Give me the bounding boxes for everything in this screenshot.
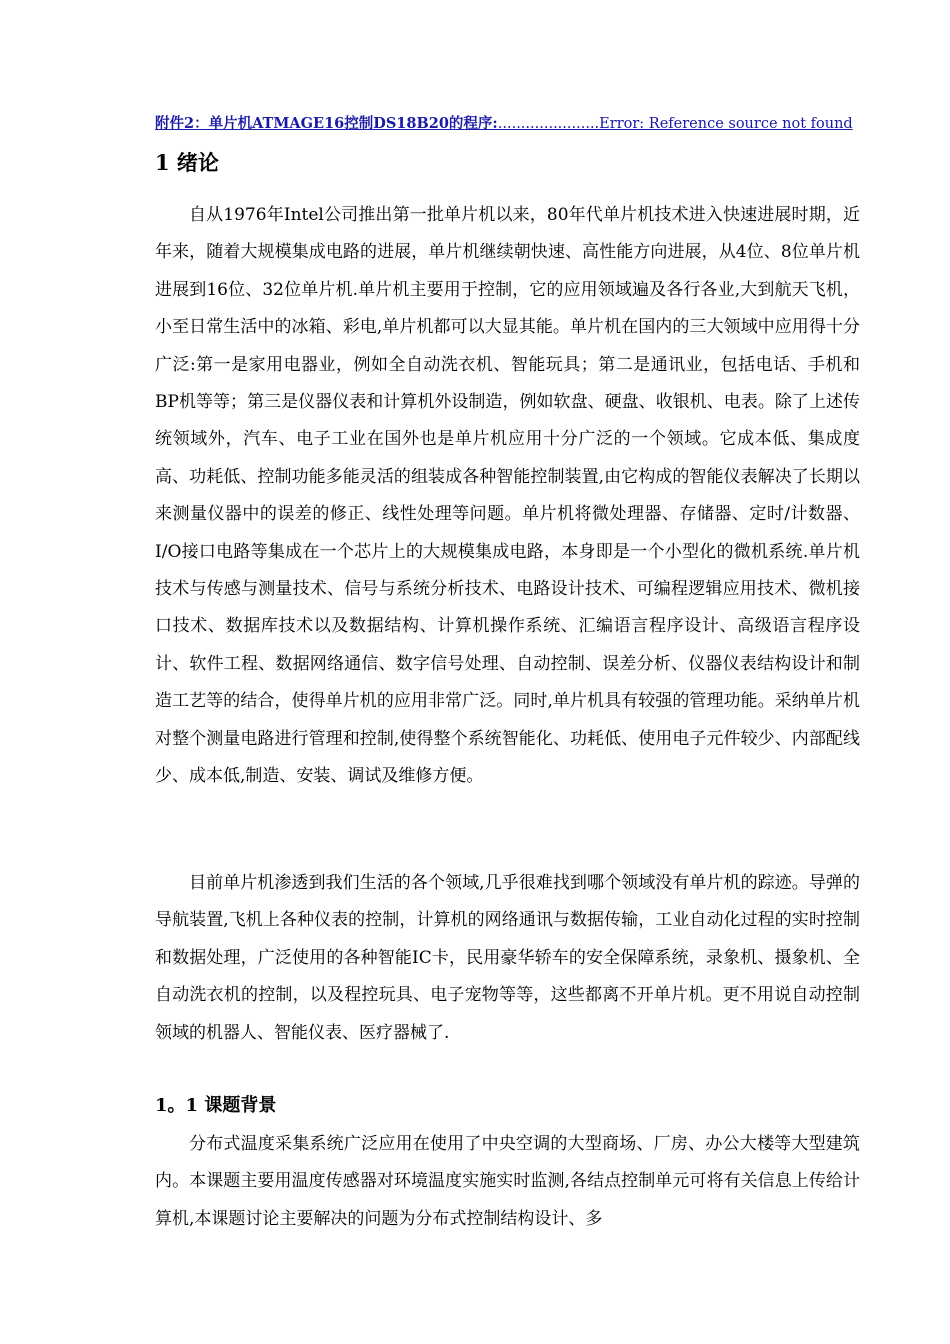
toc-entry-reference: Error: Reference source not found: [599, 116, 853, 132]
section-heading: 1。1 课题背景: [155, 1095, 277, 1116]
section-paragraph: 分布式温度采集系统广泛应用在使用了中央空调的大型商场、厂房、办公大楼等大型建筑内。本课题主要用温度传感器对环境温度实施实时监测,各结点控制单元可将有关信息上传给计算机,本课题讨论主要解决的问题为分布式控制结构设计、多: [155, 1134, 860, 1229]
toc-entry-title: 附件2：单片机ATMAGE16控制DS18B20的程序:: [155, 115, 498, 132]
chapter-heading: 1 绪论: [155, 150, 219, 175]
toc-entry-link[interactable]: [155, 114, 860, 134]
body-paragraph: 自从1976年Intel公司推出第一批单片机以来，80年代单片机技术进入快速进展时期，近年来，随着大规模集成电路的进展，单片机继续朝快速、高性能方向进展，从4位、8位单片机进展到16位、32位单片机.单片机主要用于控制，它的应用领域遍及各行各业,大到航天飞机，小至日常生活中的冰箱、彩电,单片机都可以大显其能。单片机在国内的三大领域中应用得十分广泛:第一是家用电器业，例如全自动洗衣机、智能玩具；第二是通讯业，包括电话、手机和BP机等等；第三是仪器仪表和计算机外设制造，例如软盘、硬盘、收银机、电表。除了上述传统领域外，汽车、电子工业在国外也是单片机应用十分广泛的一个领域。它成本低、集成度高、功耗低、控制功能多能灵活的组装成各种智能控制装置,由它构成的智能仪表解决了长期以来测量仪器中的误差的修正、线性处理等问题。单片机将微处理器、存储器、定时/计数器、I/O接口电路等集成在一个芯片上的大规模集成电路，本身即是一个小型化的微机系统.单片机技术与传感与测量技术、信号与系统分析技术、电路设计技术、可编程逻辑应用技术、微机接口技术、数据库技术以及数据结构、计算机操作系统、汇编语言程序设计、高级语言程序设计、软件工程、数据网络通信、数字信号处理、自动控制、误差分析、仪器仪表结构设计和制造工艺等的结合，使得单片机的应用非常广泛。同时,单片机具有较强的管理功能。采纳单片机对整个测量电路进行管理和控制,使得整个系统智能化、功耗低、使用电子元件较少、内部配线少、成本低,制造、安装、调试及维修方便。: [155, 205, 860, 787]
body-paragraph: 目前单片机渗透到我们生活的各个领域,几乎很难找到哪个领域没有单片机的踪迹。导弹的导航装置,飞机上各种仪表的控制，计算机的网络通讯与数据传输，工业自动化过程的实时控制和数据处理，广泛使用的各种智能IC卡，民用豪华轿车的安全保障系统，录象机、摄象机、全自动洗衣机的控制，以及程控玩具、电子宠物等等，这些都离不开单片机。更不用说自动控制领域的机器人、智能仪表、医疗器械了.: [155, 873, 860, 1043]
toc-entry-leader: ......................: [497, 116, 600, 132]
